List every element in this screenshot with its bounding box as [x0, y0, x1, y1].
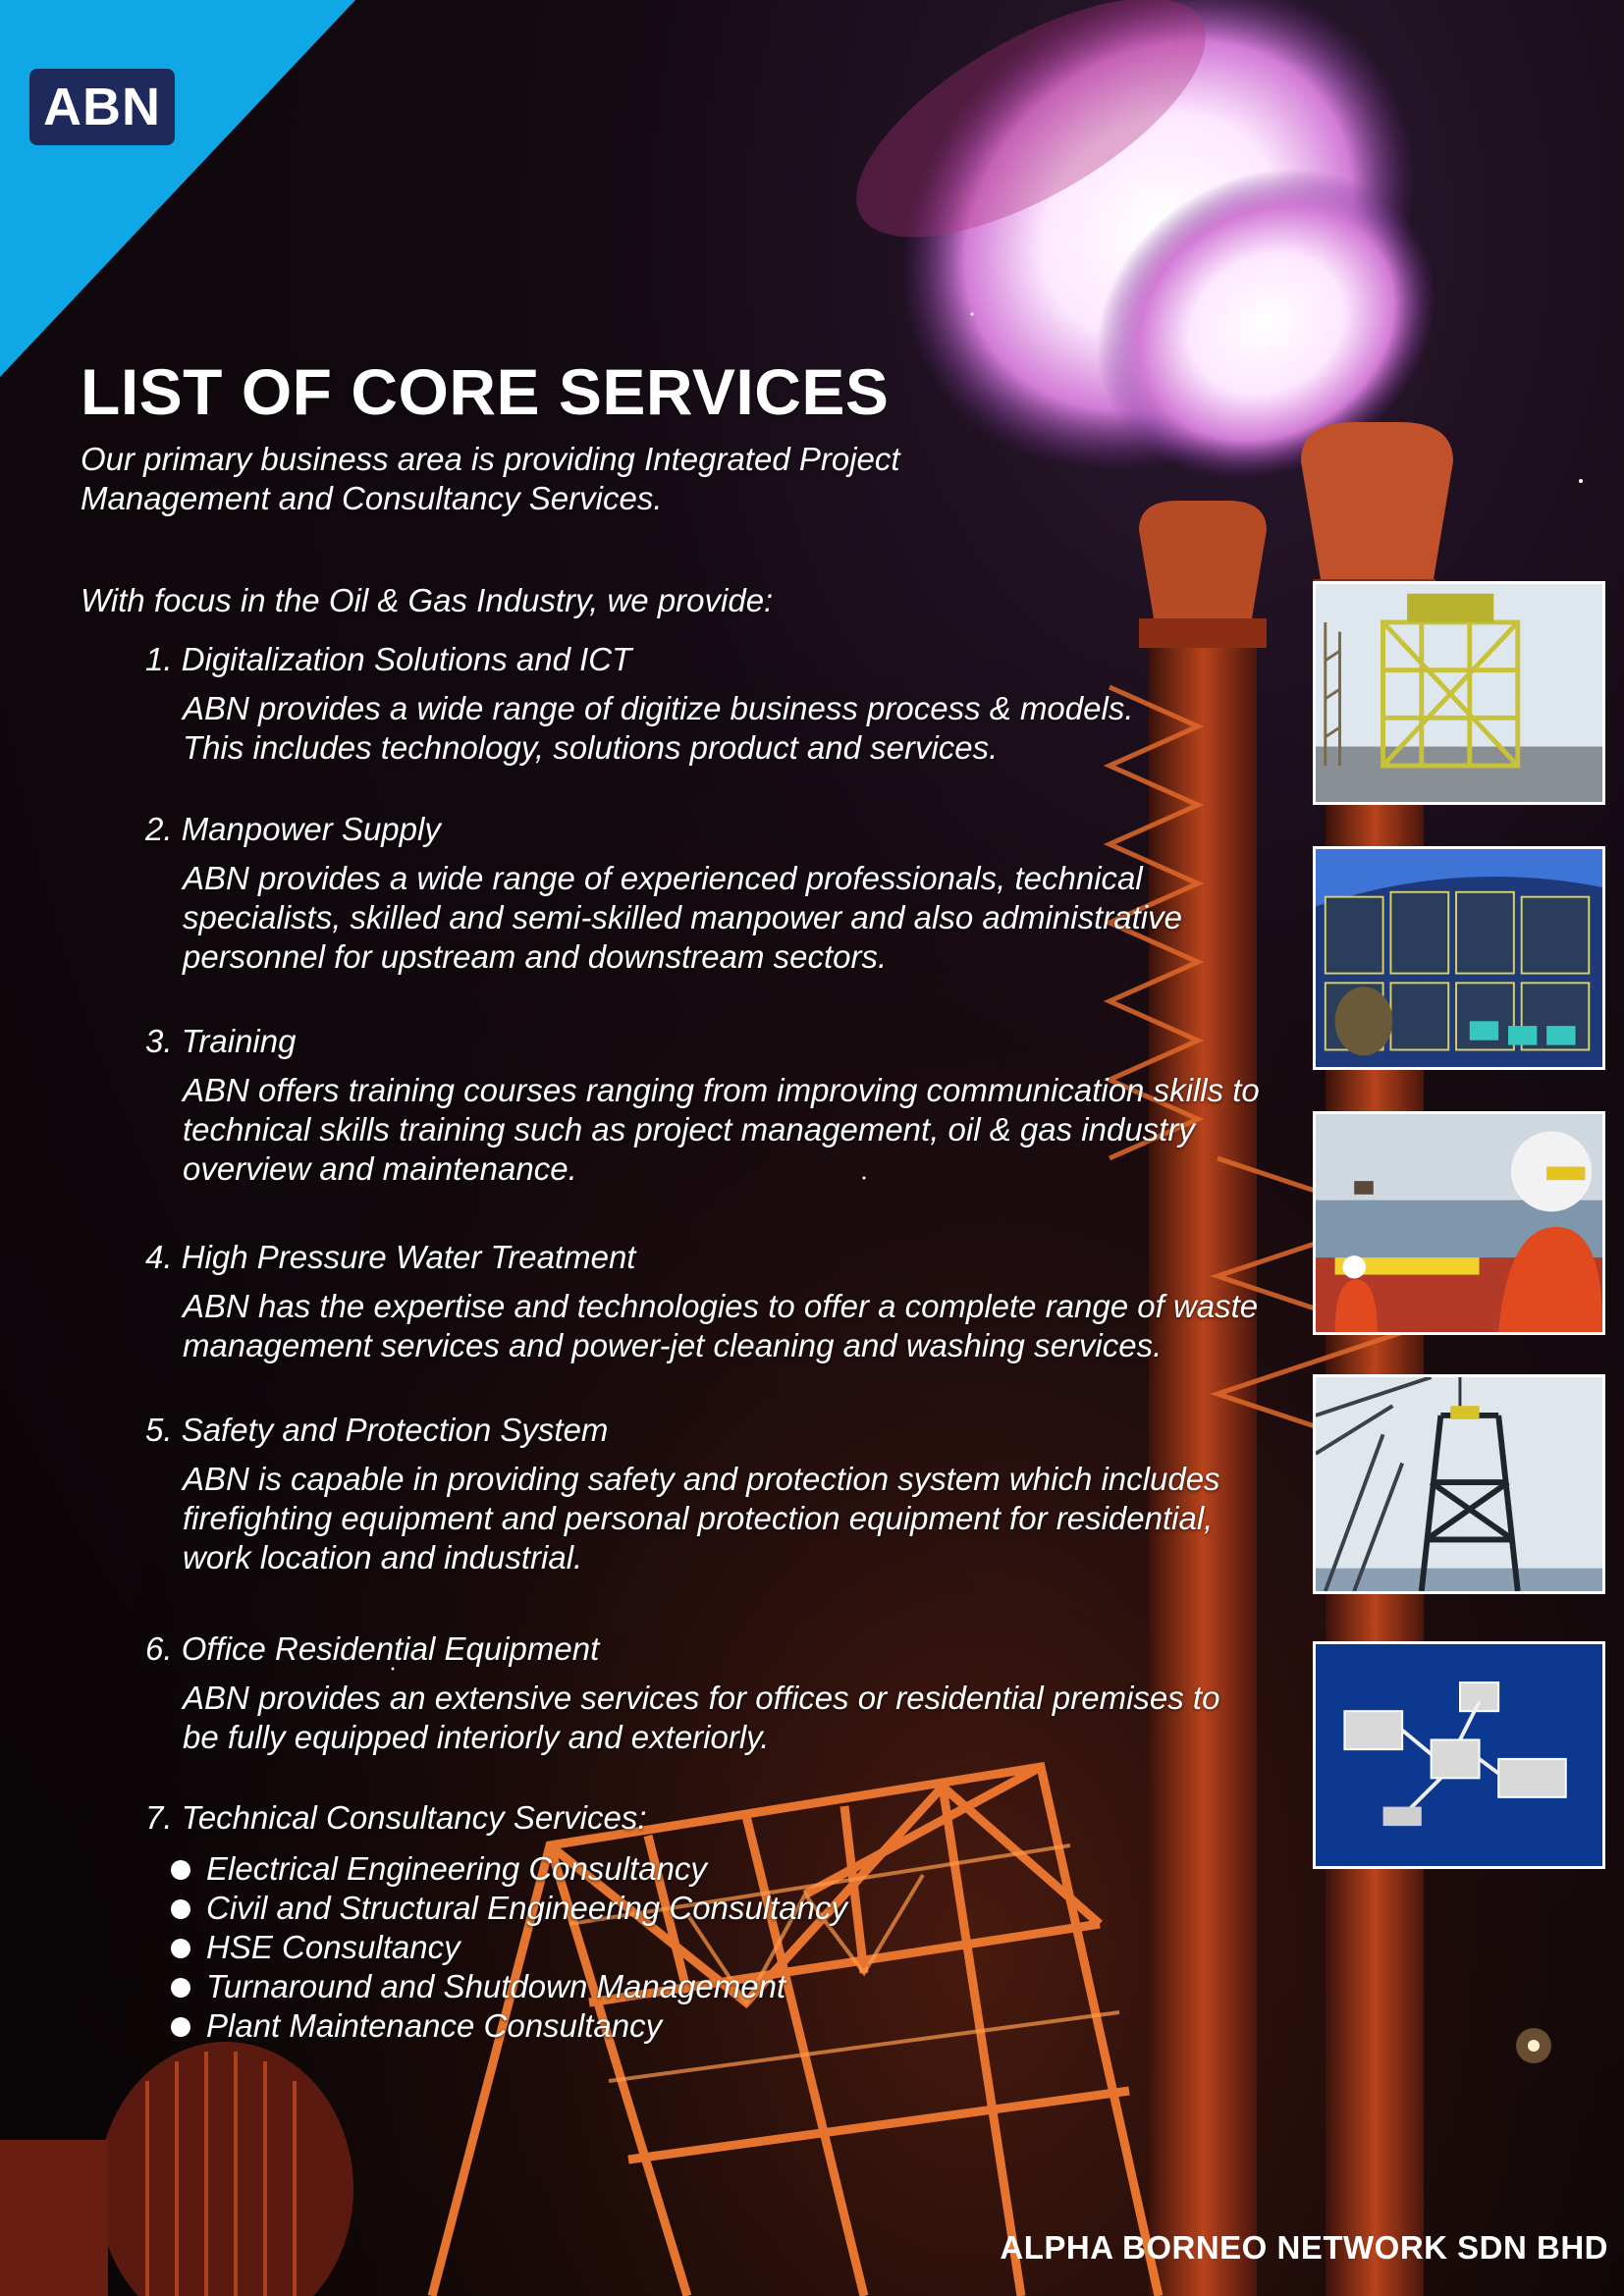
rig-structure-photo	[1313, 1374, 1605, 1594]
service-item-digitalization	[145, 640, 1284, 768]
service-description-line: ABN offers training courses ranging from improving communication skills to	[183, 1072, 1260, 1108]
service-description-line: ABN provides a wide range of experienced professionals, technical	[183, 860, 1143, 896]
service-description-line: overview and maintenance.	[183, 1150, 577, 1187]
company-logo	[29, 69, 175, 145]
consultancy-list	[145, 1849, 1284, 2046]
service-description	[183, 1460, 1284, 1577]
service-heading: 2. Manpower Supply	[145, 811, 441, 847]
service-description-line: This includes technology, solutions product and services.	[183, 729, 999, 766]
service-description-line: specialists, skilled and semi-skilled manpower and also administrative	[183, 899, 1182, 935]
service-description	[183, 1679, 1284, 1757]
service-description-line: management services and power-jet cleaning and washing services.	[183, 1327, 1163, 1363]
service-description	[183, 1287, 1284, 1365]
service-description-line: ABN is capable in providing safety and protection system which includes	[183, 1461, 1220, 1497]
list-item-label: Plant Maintenance Consultancy	[206, 2007, 663, 2044]
service-description-line: technical skills training such as project management, oil & gas industry	[183, 1111, 1195, 1148]
bullet-icon	[171, 1978, 190, 1998]
list-item-label: Turnaround and Shutdown Management	[206, 1968, 786, 2004]
control-room-photo	[1313, 846, 1605, 1070]
service-description-line: ABN has the expertise and technologies to offer a complete range of waste	[183, 1288, 1259, 1324]
list-item-label: Electrical Engineering Consultancy	[206, 1850, 707, 1887]
service-heading: 5. Safety and Protection System	[145, 1412, 609, 1448]
list-item	[206, 1928, 1284, 1967]
list-item-label: Civil and Structural Engineering Consultancy	[206, 1890, 848, 1926]
list-item	[206, 1967, 1284, 2006]
service-description	[183, 689, 1284, 768]
abn-logo-icon: ABN	[43, 78, 161, 136]
service-item-office-equipment	[145, 1629, 1284, 1757]
service-item-safety	[145, 1411, 1284, 1577]
bullet-icon	[171, 1860, 190, 1880]
intro-line: Our primary business area is providing Integrated Project	[81, 441, 900, 477]
company-name-footer: ALPHA BORNEO NETWORK SDN BHD	[1000, 2229, 1608, 2266]
service-item-water-treatment	[145, 1238, 1284, 1365]
intro-text	[81, 440, 964, 518]
list-item-label: HSE Consultancy	[206, 1929, 460, 1965]
service-heading: 3. Training	[145, 1023, 297, 1059]
bullet-icon	[171, 2017, 190, 2037]
offshore-platform-photo	[1313, 581, 1605, 805]
focus-statement: With focus in the Oil & Gas Industry, we provide:	[81, 582, 774, 618]
list-item	[206, 1889, 1284, 1928]
service-description	[183, 859, 1284, 977]
service-item-technical-consultancy	[145, 1798, 1284, 2046]
page-title: LIST OF CORE SERVICES	[81, 355, 890, 428]
service-item-training	[145, 1022, 1284, 1189]
aerial-platform-photo	[1313, 1641, 1605, 1869]
service-description-line: firefighting equipment and personal protection equipment for residential,	[183, 1500, 1214, 1536]
service-heading: 4. High Pressure Water Treatment	[145, 1239, 636, 1275]
service-description-line: personnel for upstream and downstream sectors.	[183, 938, 888, 975]
bullet-icon	[171, 1939, 190, 1958]
service-item-manpower	[145, 810, 1284, 977]
list-item	[206, 2006, 1284, 2046]
service-description-line: work location and industrial.	[183, 1539, 583, 1575]
offshore-crew-photo	[1313, 1111, 1605, 1335]
service-heading: 6. Office Residential Equipment	[145, 1630, 600, 1667]
bullet-icon	[171, 1899, 190, 1919]
list-item	[206, 1849, 1284, 1889]
service-heading: 1. Digitalization Solutions and ICT	[145, 641, 632, 677]
service-description-line: ABN provides a wide range of digitize business process & models.	[183, 690, 1134, 726]
service-description-line: ABN provides an extensive services for offices or residential premises to	[183, 1680, 1220, 1716]
intro-line: Management and Consultancy Services.	[81, 480, 663, 516]
service-description-line: be fully equipped interiorly and exteriorly.	[183, 1719, 770, 1755]
service-description	[183, 1071, 1284, 1189]
service-heading: 7. Technical Consultancy Services:	[145, 1799, 647, 1836]
